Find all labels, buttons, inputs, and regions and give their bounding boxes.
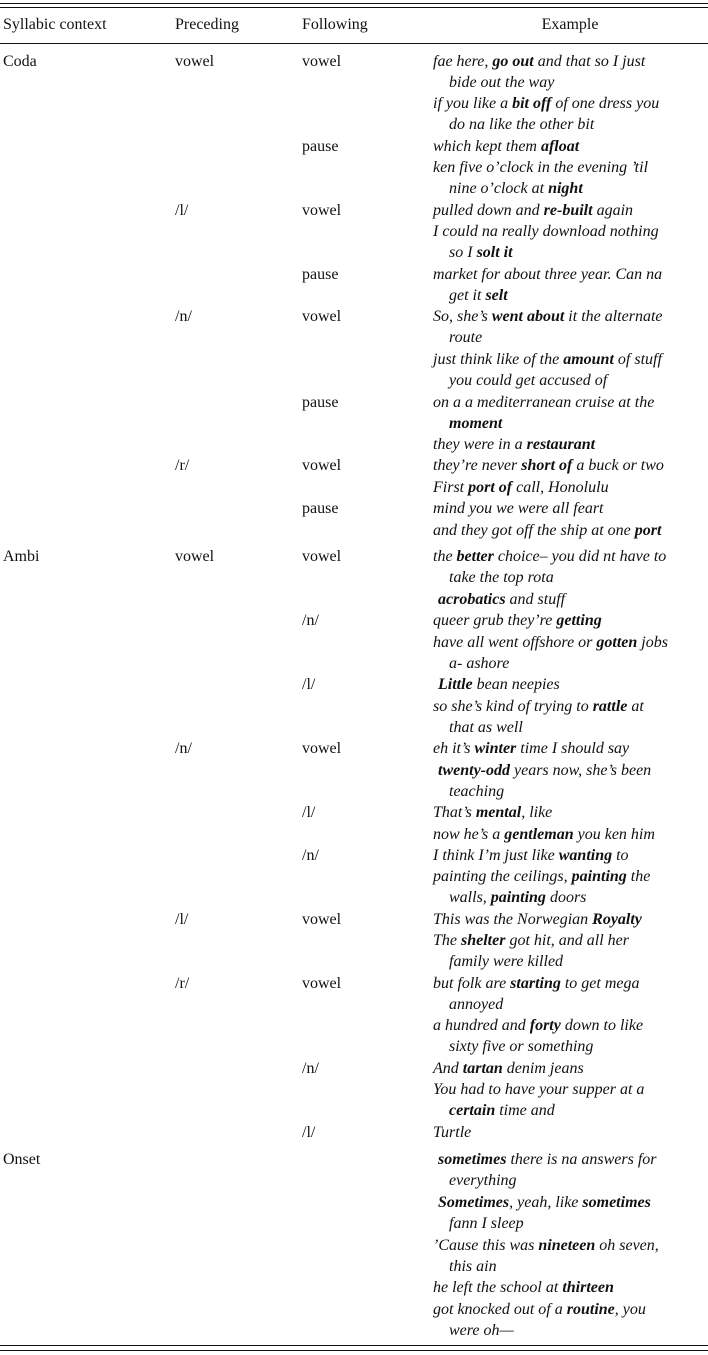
top-rule-inner bbox=[0, 7, 708, 8]
target-word: gentleman bbox=[504, 826, 574, 843]
target-word: afloat bbox=[540, 138, 580, 155]
example-text: I could na really download nothing so I solt it bbox=[433, 223, 659, 262]
example-text: and they got off the ship at one port bbox=[433, 522, 662, 539]
target-word: winter bbox=[474, 740, 517, 757]
example-text: the better choice– you did nt have to take the top rota bbox=[433, 548, 667, 587]
example-text: sometimes there is na answers for everything bbox=[438, 1151, 657, 1190]
following-value: /n/ bbox=[302, 612, 319, 629]
top-rule bbox=[0, 3, 708, 4]
header-rule bbox=[0, 43, 708, 44]
example-text: Sometimes, yeah, like sometimes fann I sleep bbox=[438, 1194, 651, 1233]
following-value: /n/ bbox=[302, 847, 319, 864]
example-text: That’s mental, like bbox=[433, 804, 553, 821]
example-text: First port of call, Honolulu bbox=[433, 479, 609, 496]
following-value: pause bbox=[302, 266, 339, 283]
following-value: vowel bbox=[302, 53, 342, 70]
target-word: restaurant bbox=[526, 436, 596, 453]
example-text: queer grub they’re getting bbox=[433, 612, 602, 629]
target-word: go out bbox=[492, 53, 534, 70]
example-text: painting the ceilings, painting the walls, painting doors bbox=[433, 868, 651, 907]
example-text: but folk are starting to get mega annoyed bbox=[433, 975, 640, 1014]
target-word: port of bbox=[468, 479, 513, 496]
target-word: certain bbox=[449, 1102, 496, 1120]
example-text: got knocked out of a routine, you were oh— bbox=[433, 1301, 646, 1340]
following-value: pause bbox=[302, 500, 339, 517]
example-text: so she’s kind of trying to rattle at that as well bbox=[433, 698, 644, 737]
target-word: Royalty bbox=[592, 911, 642, 928]
following-value: vowel bbox=[302, 911, 342, 928]
target-word: painting bbox=[490, 889, 546, 907]
target-word: tartan bbox=[462, 1060, 503, 1077]
example-text: Little bean neepies bbox=[438, 676, 560, 693]
target-word: getting bbox=[556, 612, 602, 629]
example-text: market for about three year. Can na get it selt bbox=[433, 266, 663, 305]
target-word: wanting bbox=[558, 847, 613, 864]
example-text: I think I’m just like wanting to bbox=[433, 847, 629, 864]
example-text: they’re never short of a buck or two bbox=[433, 457, 664, 474]
preceding-ambi-r: /r/ bbox=[175, 975, 190, 992]
header-example: Example bbox=[541, 16, 599, 33]
target-word: Little bbox=[438, 676, 473, 693]
example-text: now he’s a gentleman you ken him bbox=[433, 826, 655, 843]
example-text: eh it’s winter time I should say bbox=[433, 740, 630, 757]
following-value: /n/ bbox=[302, 1060, 319, 1077]
target-word: mental bbox=[475, 804, 522, 821]
target-word: acrobatics bbox=[438, 591, 506, 608]
example-text: The shelter got hit, and all her family were killed bbox=[433, 932, 630, 971]
context-ambi: Ambi bbox=[3, 548, 40, 565]
following-value: pause bbox=[302, 138, 339, 155]
context-onset: Onset bbox=[3, 1151, 41, 1168]
target-word: port bbox=[634, 522, 662, 539]
example-text: Turtle bbox=[433, 1124, 472, 1141]
example-text: acrobatics and stuff bbox=[438, 591, 566, 608]
header-preceding: Preceding bbox=[175, 16, 239, 33]
following-value: /l/ bbox=[302, 676, 316, 693]
following-value: vowel bbox=[302, 202, 342, 219]
following-value: vowel bbox=[302, 975, 342, 992]
example-text: ’Cause this was nineteen oh seven, this ain bbox=[433, 1237, 659, 1276]
target-word: night bbox=[548, 180, 583, 198]
preceding-coda-n: /n/ bbox=[175, 308, 192, 325]
example-text: mind you we were all feart bbox=[433, 500, 604, 517]
preceding-coda-vowel: vowel bbox=[175, 53, 215, 70]
target-word: thirteen bbox=[562, 1279, 614, 1296]
bottom-rule-outer bbox=[0, 1350, 708, 1351]
example-text: have all went offshore or gotten jobs a- ashore bbox=[433, 634, 668, 673]
target-word: shelter bbox=[461, 932, 506, 949]
target-word: sometimes bbox=[438, 1151, 507, 1168]
target-word: Sometimes bbox=[438, 1194, 510, 1211]
target-word: went about bbox=[491, 308, 565, 325]
header-syllabic-context: Syllabic context bbox=[3, 16, 107, 33]
example-text: if you like a bit off of one dress you do na like the other bit bbox=[433, 95, 660, 134]
target-word: starting bbox=[510, 975, 561, 992]
bottom-rule bbox=[0, 1345, 708, 1346]
example-text: they were in a restaurant bbox=[433, 436, 596, 453]
target-word: painting bbox=[571, 868, 627, 885]
example-text: twenty-odd years now, she’s been teaching bbox=[438, 762, 652, 801]
target-word: rattle bbox=[592, 698, 628, 715]
following-value: pause bbox=[302, 394, 339, 411]
following-value: /l/ bbox=[302, 804, 316, 821]
example-text: ken five o’clock in the evening ’til nine o’clock at night bbox=[433, 159, 649, 198]
target-word: selt bbox=[485, 287, 508, 305]
example-text: So, she’s went about it the alternate route bbox=[433, 308, 663, 347]
example-text: on a a mediterranean cruise at the moment bbox=[433, 394, 655, 433]
preceding-ambi-vowel: vowel bbox=[175, 548, 215, 565]
following-value: vowel bbox=[302, 740, 342, 757]
following-value: vowel bbox=[302, 308, 342, 325]
example-text: he left the school at thirteen bbox=[433, 1279, 614, 1296]
example-text: You had to have your supper at a certain time and bbox=[433, 1081, 645, 1120]
target-word: nineteen bbox=[538, 1237, 596, 1254]
preceding-ambi-l: /l/ bbox=[175, 911, 189, 928]
target-word: sometimes bbox=[582, 1194, 651, 1211]
target-word: short of bbox=[521, 457, 573, 474]
example-text: a hundred and forty down to like sixty five or something bbox=[433, 1017, 644, 1056]
target-word: moment bbox=[449, 415, 503, 433]
following-value: vowel bbox=[302, 548, 342, 565]
target-word: re-built bbox=[543, 202, 593, 219]
target-word: better bbox=[456, 548, 494, 565]
header-following: Following bbox=[302, 16, 368, 33]
target-word: gotten bbox=[596, 634, 638, 651]
preceding-ambi-n: /n/ bbox=[175, 740, 192, 757]
target-word: bit off bbox=[512, 95, 552, 112]
following-value: /l/ bbox=[302, 1124, 316, 1141]
target-word: twenty-odd bbox=[438, 762, 510, 779]
example-text: pulled down and re-built again bbox=[433, 202, 634, 219]
target-word: forty bbox=[529, 1017, 561, 1034]
target-word: solt it bbox=[476, 244, 513, 262]
target-word: amount bbox=[563, 351, 614, 368]
preceding-coda-r: /r/ bbox=[175, 457, 190, 474]
following-value: vowel bbox=[302, 457, 342, 474]
example-text: And tartan denim jeans bbox=[433, 1060, 584, 1077]
example-text: which kept them afloat bbox=[433, 138, 580, 155]
target-word: routine bbox=[566, 1301, 615, 1318]
context-coda: Coda bbox=[3, 53, 37, 70]
preceding-coda-l: /l/ bbox=[175, 202, 189, 219]
example-text: This was the Norwegian Royalty bbox=[433, 911, 642, 928]
example-text: just think like of the amount of stuff you could get accused of bbox=[433, 351, 662, 390]
example-text: fae here, go out and that so I just bide out the way bbox=[433, 53, 646, 92]
